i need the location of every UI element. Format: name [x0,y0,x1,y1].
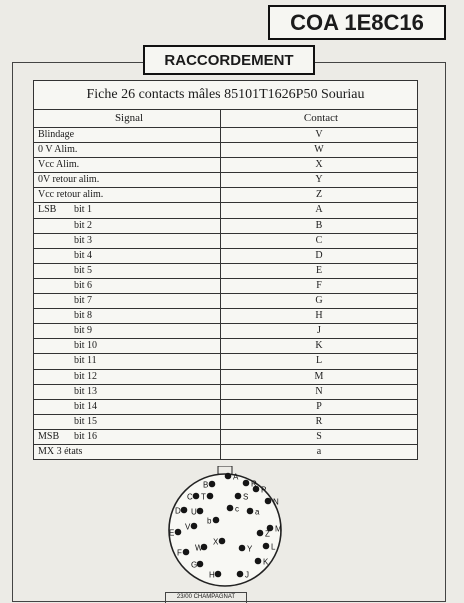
pin-dot [197,508,204,515]
table-row [34,128,418,143]
pin-label: F [177,548,182,558]
pin-dot [227,505,234,512]
pin-dot [243,480,250,487]
signal-cell [34,294,221,309]
signal-label: bit 2 [74,219,93,231]
contact-cell: R [221,414,418,429]
pin-label: P [261,485,267,495]
signal-cell [34,203,221,218]
table-row [34,143,418,158]
signal-cell [34,158,221,173]
table-row [34,188,418,203]
footer-tab: 23/00 CHAMPAGNAT [165,592,247,603]
contact-cell: P [221,399,418,414]
signal-cell [34,278,221,293]
pin-dot [213,517,220,524]
contact-cell: Y [221,173,418,188]
table-row [34,384,418,399]
table-row [34,203,418,218]
pin-dot [265,498,272,505]
signal-cell [34,324,221,339]
pin-label: Z [265,529,270,539]
pin-label: R [251,479,257,489]
pin-dot [191,523,198,530]
pin-dot [209,481,216,488]
contact-cell: N [221,384,418,399]
pin-label: W [195,543,203,553]
signal-cell [34,173,221,188]
pin-dot [207,493,214,500]
signal-cell [34,248,221,263]
table-row [34,158,418,173]
pin-dot [237,571,244,578]
contact-cell: A [221,203,418,218]
signal-cell [34,128,221,143]
table-row [34,263,418,278]
contact-cell: S [221,429,418,444]
pin-label: N [273,497,279,507]
document-code: COA 1E8C16 [268,5,446,40]
connector-key [218,466,232,474]
signal-cell [34,143,221,158]
contact-cell: H [221,309,418,324]
signal-cell [34,414,221,429]
pin-label: M [275,524,282,534]
pin-label: A [233,472,239,482]
signal-label: bit 15 [74,415,98,427]
connector-pinout-diagram [160,466,290,590]
pin-dot [257,530,264,537]
pin-dot [255,558,262,565]
table-row [34,369,418,384]
table-row [34,233,418,248]
signal-label: bit 5 [74,264,93,276]
table-row [34,294,418,309]
table-row [34,399,418,414]
contact-cell: a [221,444,418,459]
contact-cell: W [221,143,418,158]
contact-cell: B [221,218,418,233]
signal-label: bit 1 [74,204,93,216]
signal-label: bit 13 [74,385,98,397]
signal-prefix: MSB [38,430,60,442]
contact-cell: K [221,339,418,354]
table-row [34,248,418,263]
table-row [34,309,418,324]
pin-label: G [191,560,198,570]
table-row [34,218,418,233]
contact-cell: C [221,233,418,248]
signal-cell [34,339,221,354]
section-title: RACCORDEMENT [143,45,315,75]
pin-dot [215,571,222,578]
signal-label: bit 8 [74,310,93,322]
signal-label: 0 V Alim. [38,144,78,156]
pin-label: B [203,480,209,490]
table-row [34,278,418,293]
table-row [34,324,418,339]
table-header-row [34,110,418,128]
pin-label: S [243,492,249,502]
pin-dot [235,493,242,500]
signal-label: bit 11 [74,355,97,367]
table-row [34,429,418,444]
signal-label: bit 3 [74,234,93,246]
table-row [34,173,418,188]
contact-cell: X [221,158,418,173]
contact-cell: Z [221,188,418,203]
pin-label: V [185,522,191,532]
pin-label: H [209,570,215,580]
pin-dot [183,549,190,556]
pin-dot [263,543,270,550]
signal-cell [34,354,221,369]
signal-label: bit 14 [74,400,98,412]
pin-label: T [201,492,206,502]
pin-label: E [169,528,175,538]
table-caption: Fiche 26 contacts mâles 85101T1626P50 Souriau [33,80,418,109]
signal-label: bit 6 [74,279,93,291]
signal-label: bit 10 [74,340,98,352]
pin-dot [225,473,232,480]
pin-dot [175,529,182,536]
pin-label: U [191,507,197,517]
signal-cell [34,429,221,444]
pin-label: X [213,537,219,547]
signal-cell [34,399,221,414]
pin-dot [247,508,254,515]
table-row [34,444,418,459]
table-row [34,354,418,369]
connection-table [33,80,418,460]
pin-dot [193,493,200,500]
pin-label: C [187,492,193,502]
signal-label: Vcc Alim. [38,159,80,171]
contact-cell: E [221,263,418,278]
contact-cell: D [221,248,418,263]
signal-cell [34,188,221,203]
signal-cell [34,369,221,384]
pin-dot [181,507,188,514]
pin-label: Y [247,544,253,554]
table-body [34,128,418,460]
pin-dot [219,538,226,545]
pin-label: c [235,504,239,514]
table-row [34,414,418,429]
signal-cell [34,309,221,324]
contact-cell: F [221,278,418,293]
pin-label: L [271,542,276,552]
pin-label: b [207,516,212,526]
signal-label: 0V retour alim. [38,174,100,186]
signal-cell [34,218,221,233]
signal-prefix: LSB [38,204,57,216]
signal-cell [34,444,221,459]
signal-label: bit 7 [74,295,93,307]
header-contact: Contact [221,110,418,128]
signal-cell [34,384,221,399]
contact-cell: L [221,354,418,369]
signal-label: bit 16 [74,430,98,442]
contact-cell: G [221,294,418,309]
contact-cell: J [221,324,418,339]
pin-label: J [245,570,249,580]
signal-cell [34,263,221,278]
signal-label: Vcc retour alim. [38,189,104,201]
table-row [34,339,418,354]
pin-dot [197,561,204,568]
pin-dot [239,545,246,552]
pin-label: D [175,506,181,516]
pin-label: a [255,507,260,517]
contact-cell: V [221,128,418,143]
signal-label: bit 4 [74,249,93,261]
header-signal: Signal [34,110,221,128]
signal-label: Blindage [38,129,75,140]
signal-label: MX 3 états [38,445,83,457]
signal-cell [34,233,221,248]
pin-label: K [263,557,269,567]
signal-label: bit 12 [74,370,98,382]
contact-cell: M [221,369,418,384]
signal-label: bit 9 [74,325,93,337]
